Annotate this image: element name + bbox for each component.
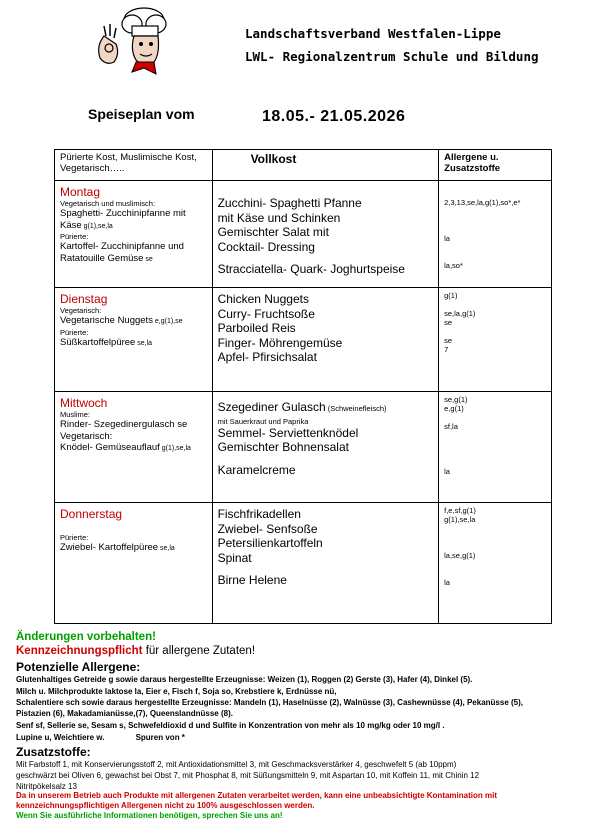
dish-text: Spaghetti- Zucchinipfanne mit Käse g(1),se,la (60, 208, 186, 231)
vollkost-dish (218, 254, 435, 262)
allergen-code (444, 440, 547, 449)
vollkost-cell (212, 392, 439, 503)
allergen-code: 7 (444, 345, 449, 354)
diet-label: Vegetarisch und muslimisch: (60, 199, 156, 208)
warning-line-1: Da in unserem Betrieb auch Produkte mit allergenen Zutaten verarbeitet werden, kann eine unbeabsichtigte Kontamination mit (16, 791, 497, 800)
diet-label: Muslime: (60, 410, 91, 419)
special-cell (55, 392, 213, 503)
changes-note: Änderungen vorbehalten! (16, 631, 156, 643)
vollkost-dish: Chicken Nuggets (217, 292, 309, 306)
day-row-mittwoch (55, 392, 552, 503)
allergen-code (444, 458, 547, 467)
allergen-code: 2,3,13,se,la,g(1),so*,e* (444, 198, 521, 207)
allergen-code (444, 449, 547, 458)
allergen-code (444, 225, 547, 234)
vollkost-dish (218, 455, 435, 463)
diet-label: Pürierte: (60, 232, 89, 241)
zusatz-line-3: Nitritpökelsalz 13 (16, 782, 77, 791)
allergen-code (444, 431, 547, 440)
vollkost-dish: Gemischter Salat mit (217, 225, 329, 239)
allergen-code (444, 560, 547, 569)
allergen-line-4: Pistazien (6), Makadamianüsse,(7), Queenslandnüsse (8). (16, 709, 233, 718)
diet-label: Pürierte: (60, 327, 89, 337)
info-line: Wenn Sie ausführliche Informationen benötigen, sprechen Sie uns an! (16, 811, 283, 820)
allergen-cell (439, 181, 552, 288)
spacer (218, 183, 435, 196)
allergen-code: la,so* (444, 261, 463, 270)
allergen-code (444, 252, 547, 261)
vollkost-dish: Fischfrikadellen (217, 507, 301, 521)
allergen-code (444, 533, 547, 542)
dish-note: (Schweinefleisch) (325, 404, 387, 413)
special-cell (55, 503, 213, 624)
allergen-suffix: e,g(1),se (152, 318, 183, 325)
vollkost-cell (212, 181, 439, 288)
menu-table (54, 149, 552, 624)
dish-text: Süßkartoffelpüree se,la (60, 336, 153, 348)
allergen-code: la,se,g(1) (444, 551, 476, 560)
allergen-code: se,g(1) (444, 395, 468, 404)
allergen-suffix: se,la (135, 339, 153, 347)
allergen-code: g(1),se,la (444, 515, 476, 524)
vollkost-dish: Finger- Möhrengemüse (217, 335, 343, 350)
zusatz-heading: Zusatzstoffe: (16, 745, 91, 759)
allergene-title: Potenzielle Allergene (16, 660, 137, 674)
vollkost-dish (218, 565, 435, 573)
vollkost-dish: Parboiled Reis (217, 321, 296, 335)
dish-text: Knödel- Gemüseauflauf g(1),se,la (60, 442, 191, 453)
allergen-code: la (444, 234, 450, 243)
zusatz-line-2: geschwärzt bei Oliven 6, gewachst bei Obst 7, mit Phosphat 8, mit Süßungsmitteln 9, mit Aspartan 10, mit Koffein 11, mit Chinin 12 (16, 771, 480, 780)
allergen-suffix: se,la (158, 544, 175, 552)
allergen-code (444, 327, 547, 336)
allergen-code: se,la,g(1) (444, 309, 476, 318)
diet-label: Pürierte: (60, 532, 89, 542)
allergen-suffix: g(1),se,la (81, 222, 113, 230)
day-row-montag (55, 181, 552, 288)
allergen-cell (439, 392, 552, 503)
vollkost-dish: Spinat (217, 550, 252, 565)
allergen-code (444, 243, 547, 252)
day-name: Dienstag (60, 292, 108, 306)
vollkost-dish: Semmel- Serviettenknödel (217, 425, 359, 440)
chef-logo-icon (86, 6, 178, 82)
allergen-code: f,e,sf,g(1) (444, 506, 476, 515)
allergen-code: la (444, 467, 450, 476)
col-header-special: Pürierte Kost, Muslimische Kost, Vegetarisch….. (55, 150, 213, 181)
allergen-code (444, 524, 547, 533)
day-row-dienstag (55, 288, 552, 392)
allergen-code (444, 542, 547, 551)
allergen-code: g(1) (444, 291, 458, 300)
org-name: Landschaftsverband Westfalen-Lippe (245, 26, 501, 41)
vollkost-dish: mit Käse und Schinken (217, 210, 341, 225)
vollkost-dish: Petersilienkartoffeln (217, 536, 323, 550)
org-subtitle: LWL- Regionalzentrum Schule und Bildung (245, 49, 539, 64)
allergen-cell (439, 503, 552, 624)
allergen-code: la (444, 578, 450, 587)
dish-subnote: mit Sauerkraut und Paprika (217, 416, 309, 426)
dish-text (60, 521, 208, 533)
vollkost-cell (212, 503, 439, 624)
dish-text: Kartoffel- Zucchinipfanne und Ratatouille Gemüse se (60, 241, 184, 264)
labeling-rest: für allergene Zutaten! (142, 645, 256, 657)
allergen-code: se (444, 336, 453, 345)
date-range: 18.05.- 21.05.2026 (262, 108, 406, 125)
day-name: Montag (60, 185, 101, 199)
table-header-row (55, 150, 552, 181)
vollkost-dish: Szegediner Gulasch (Schweinefleisch) (217, 400, 387, 414)
vollkost-dish: Zwiebel- Senfsoße (217, 521, 318, 536)
day-name: Donnerstag (60, 507, 123, 521)
vollkost-dish: Gemischter Bohnensalat (217, 440, 349, 454)
vollkost-dish: Stracciatella- Quark- Joghurtspeise (217, 262, 405, 276)
warning-line-2: kennzeichnungspflichtigen Allergenen nicht zu 100% ausgeschlossen werden. (16, 801, 315, 810)
spacer (444, 183, 547, 198)
dish-text: Vegetarisch: (60, 430, 113, 442)
day-row-donnerstag (55, 503, 552, 624)
allergen-cell (439, 288, 552, 392)
allergen-code (444, 207, 547, 216)
allergen-suffix: se (143, 255, 153, 263)
allergen-code (444, 413, 547, 422)
labeling-red: Kennzeichnungspflicht (16, 645, 143, 657)
allergen-code (444, 300, 547, 309)
col-header-vollkost: Vollkost (212, 150, 439, 181)
zusatz-line-1: Mit Farbstoff 1, mit Konservierungsstoff 2, mit Antioxidationsmittel 3, mit Geschmacksverstärker 4, geschwefelt 5 (ab 10ppm) (16, 760, 457, 769)
vollkost-cell (212, 288, 439, 392)
dish-text: Rinder- Szegedinergulasch se (60, 419, 188, 430)
special-cell (55, 181, 213, 288)
allergen-line-6: Lupine u, Weichtiere w. Spuren von * (16, 733, 185, 742)
vollkost-dish: Birne Helene (217, 573, 287, 587)
vollkost-dish: Curry- Fruchtsoße (217, 306, 315, 321)
allergen-line-5: Senf sf, Sellerie se, Sesam s, Schwefeldioxid d und Sulfite in Konzentration von mehr als 10 mg/kg oder 10 mg/l . (16, 721, 445, 730)
allergen-code: se (444, 318, 453, 327)
day-name: Mittwoch (60, 396, 108, 410)
vollkost-dish: Apfel- Pfirsichsalat (217, 350, 317, 364)
labeling-note (16, 645, 596, 657)
allergene-colon: : (136, 660, 141, 674)
col-header-allergens: Allergene u. Zusatzstoffe (439, 150, 552, 181)
allergen-suffix: g(1),se,la (159, 445, 191, 452)
allergen-line-3: Schalentiere sch sowie daraus hergestellte Erzeugnisse: Mandeln (1), Haselnüsse (2), Walnüsse (3), Cashewnüsse (4), Pekanüsse (5), (16, 698, 523, 707)
allergen-code: sf,la (444, 422, 458, 431)
speiseplan-label: Speiseplan vom (88, 106, 195, 122)
allergen-code (444, 569, 547, 578)
dish-text: Zwiebel- Kartoffelpüree se,la (60, 541, 175, 553)
allergen-line-2: Milch u. Milchprodukte laktose la, Eier e, Fisch f, Soja so, Krebstiere k, Erdnüsse nü, (16, 687, 337, 696)
allergen-code (444, 216, 547, 225)
vollkost-dish: Karamelcreme (217, 462, 296, 477)
special-cell (55, 288, 213, 392)
vollkost-dish: Zucchini- Spaghetti Pfanne (217, 196, 362, 210)
vollkost-dish: Cocktail- Dressing (217, 239, 315, 254)
dish-text: Vegetarische Nuggets e,g(1),se (60, 315, 183, 326)
allergen-code: e,g(1) (444, 404, 464, 413)
diet-label: Vegetarisch: (60, 306, 102, 315)
allergen-line-1: Glutenhaltiges Getreide g sowie daraus hergestellte Erzeugnisse: Weizen (1), Roggen (2) Gerste (3), Hafer (4), Dinkel (5). (16, 675, 473, 684)
allergene-heading (16, 660, 596, 674)
